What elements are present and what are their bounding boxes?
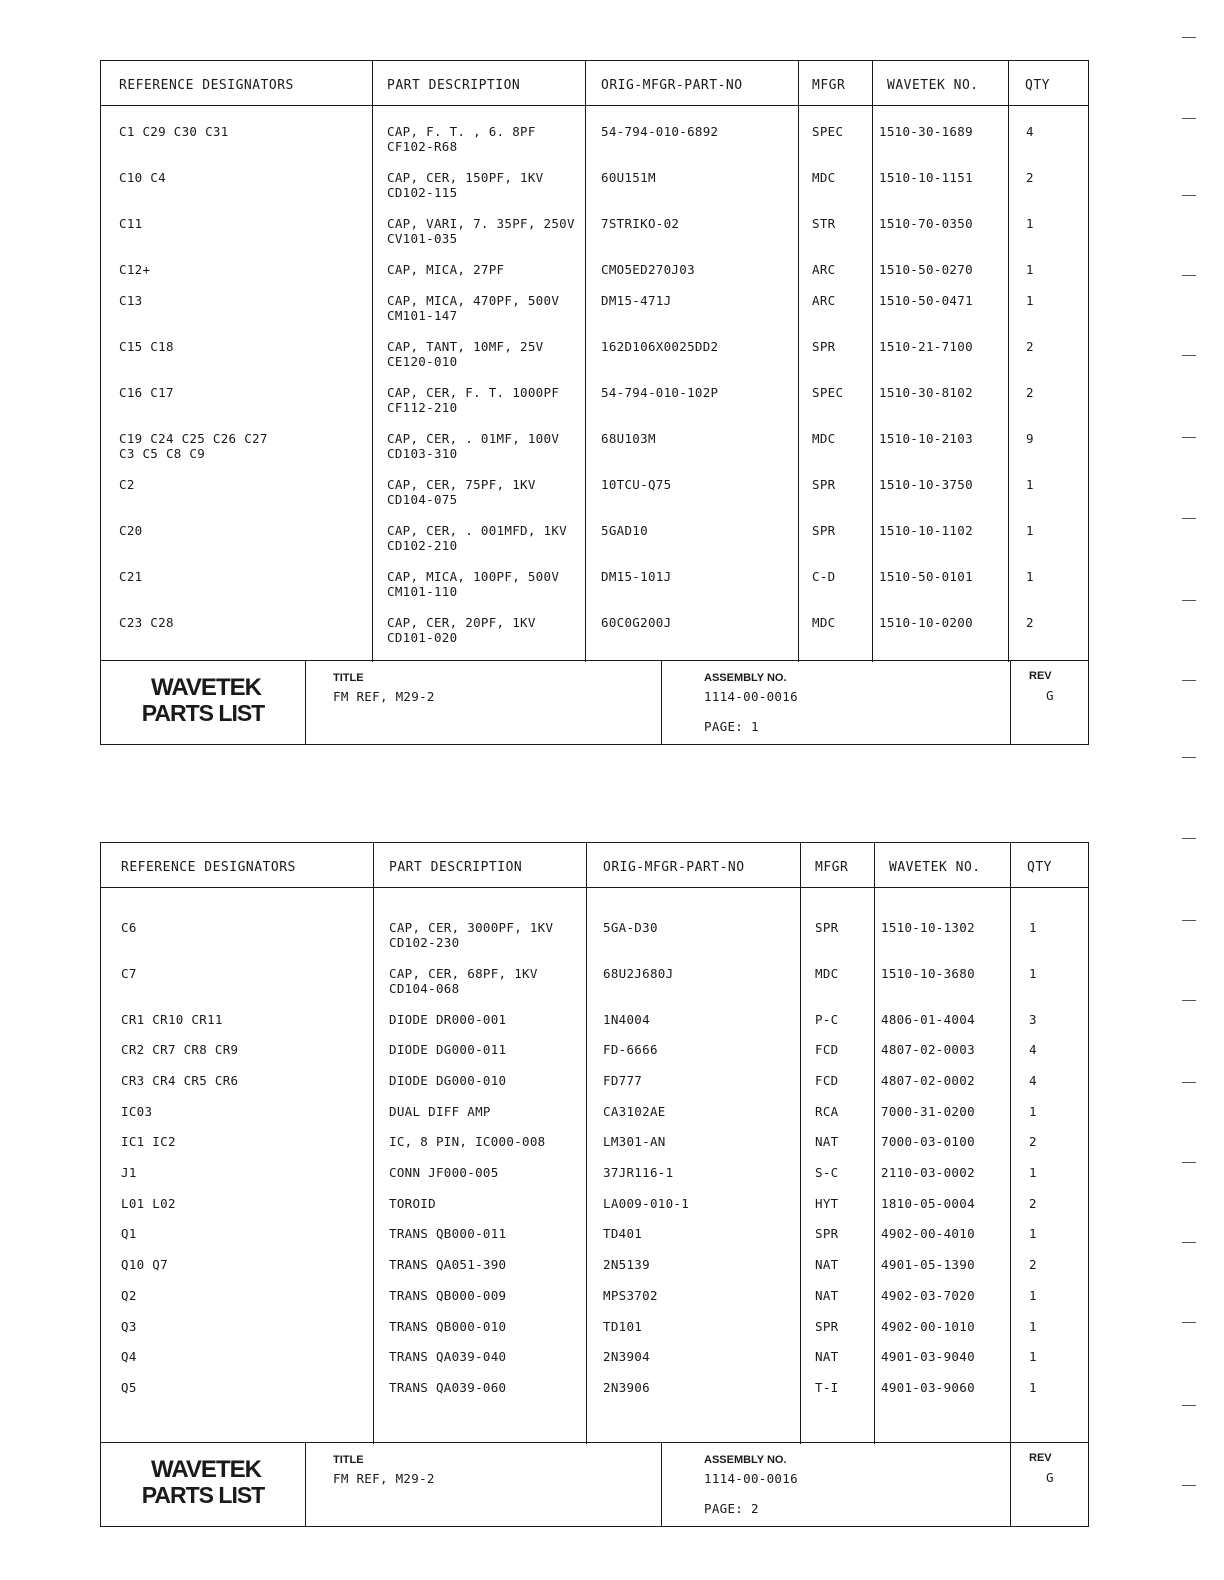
header-wavetek-no: WAVETEK NO. [887, 78, 979, 93]
wavetek-logo-mark [131, 1454, 281, 1482]
part-description-cell: TRANS QB000-009 [389, 1288, 507, 1303]
parts-list-sheet-page-1 [100, 60, 1089, 745]
orig-mfgr-part-no-cell: CA3102AE [603, 1104, 666, 1119]
part-description-cell: CAP, CER, 68PF, 1KV CD104-068 [389, 966, 538, 996]
qty-cell: 1 [1026, 262, 1034, 277]
assembly-no-label: ASSEMBLY NO. [704, 1454, 787, 1466]
assembly-no-value: 1114-00-0016 [704, 1471, 798, 1486]
part-description-cell: CAP, CER, 150PF, 1KV CD102-115 [387, 170, 544, 200]
reference-designators-cell: L01 L02 [121, 1196, 176, 1211]
wavetek-no-cell: 1510-30-8102 [879, 385, 973, 400]
orig-mfgr-part-no-cell: 2N5139 [603, 1257, 650, 1272]
parts-list-sheet-page-2 [100, 842, 1089, 1527]
mfgr-cell: SPR [815, 1319, 839, 1334]
reference-designators-cell: CR3 CR4 CR5 CR6 [121, 1073, 239, 1088]
qty-cell: 1 [1029, 966, 1037, 981]
rev-value: G [1046, 1470, 1054, 1485]
header-qty: QTY [1027, 860, 1052, 875]
mfgr-cell: T-I [815, 1380, 839, 1395]
margin-mark [1182, 920, 1196, 921]
part-description-cell: DIODE DR000-001 [389, 1012, 507, 1027]
part-description-cell: TRANS QB000-011 [389, 1226, 507, 1241]
qty-cell: 2 [1029, 1134, 1037, 1149]
reference-designators-cell: J1 [121, 1165, 137, 1180]
qty-cell: 1 [1026, 477, 1034, 492]
qty-cell: 1 [1029, 1288, 1037, 1303]
wavetek-no-cell: 1510-10-1102 [879, 523, 973, 538]
mfgr-cell: NAT [815, 1257, 839, 1272]
reference-designators-cell: C6 [121, 920, 137, 935]
part-description-cell: CAP, CER, F. T. 1000PF CF112-210 [387, 385, 560, 415]
wavetek-no-cell: 1510-10-1151 [879, 170, 973, 185]
mfgr-cell: SPEC [812, 385, 844, 400]
part-description-cell: DIODE DG000-011 [389, 1042, 507, 1057]
part-description-cell: TRANS QA051-390 [389, 1257, 507, 1272]
title-label: TITLE [333, 672, 364, 684]
qty-cell: 1 [1029, 1319, 1037, 1334]
header-mfgr: MFGR [812, 78, 846, 93]
orig-mfgr-part-no-cell: DM15-101J [601, 569, 672, 584]
reference-designators-cell: C16 C17 [119, 385, 174, 400]
reference-designators-cell: C21 [119, 569, 143, 584]
title-block [101, 660, 1088, 744]
orig-mfgr-part-no-cell: MPS3702 [603, 1288, 658, 1303]
orig-mfgr-part-no-cell: TD101 [603, 1319, 643, 1334]
wavetek-no-cell: 7000-31-0200 [881, 1104, 975, 1119]
mfgr-cell: P-C [815, 1012, 839, 1027]
qty-cell: 1 [1029, 920, 1037, 935]
wavetek-no-cell: 1510-30-1689 [879, 124, 973, 139]
title-block-divider [661, 1442, 662, 1526]
reference-designators-cell: Q3 [121, 1319, 137, 1334]
wavetek-no-cell: 4901-05-1390 [881, 1257, 975, 1272]
reference-designators-cell: CR2 CR7 CR8 CR9 [121, 1042, 239, 1057]
reference-designators-cell: C2 [119, 477, 135, 492]
orig-mfgr-part-no-cell: 2N3906 [603, 1380, 650, 1395]
header-part-description: PART DESCRIPTION [387, 78, 521, 93]
qty-cell: 1 [1029, 1226, 1037, 1241]
title-value: FM REF, M29-2 [333, 1471, 435, 1486]
orig-mfgr-part-no-cell: FD-6666 [603, 1042, 658, 1057]
part-description-cell: TRANS QB000-010 [389, 1319, 507, 1334]
orig-mfgr-part-no-cell: DM15-471J [601, 293, 672, 308]
mfgr-cell: MDC [812, 170, 836, 185]
qty-cell: 2 [1029, 1257, 1037, 1272]
orig-mfgr-part-no-cell: 1N4004 [603, 1012, 650, 1027]
page-number: PAGE: 1 [704, 719, 759, 734]
part-description-cell: CAP, TANT, 10MF, 25V CE120-010 [387, 339, 544, 369]
mfgr-cell: HYT [815, 1196, 839, 1211]
wavetek-no-cell: 1510-10-3750 [879, 477, 973, 492]
margin-mark [1182, 275, 1196, 276]
wavetek-no-cell: 4902-03-7020 [881, 1288, 975, 1303]
part-description-cell: CAP, MICA, 470PF, 500V CM101-147 [387, 293, 560, 323]
part-description-cell: CAP, MICA, 100PF, 500V CM101-110 [387, 569, 560, 599]
margin-mark [1182, 1000, 1196, 1001]
reference-designators-cell: C12+ [119, 262, 151, 277]
part-description-cell: CAP, F. T. , 6. 8PF CF102-R68 [387, 124, 536, 154]
margin-mark [1182, 118, 1196, 119]
title-block-divider [305, 660, 306, 744]
wavetek-no-cell: 4902-00-1010 [881, 1319, 975, 1334]
wavetek-no-cell: 2110-03-0002 [881, 1165, 975, 1180]
reference-designators-cell: Q10 Q7 [121, 1257, 168, 1272]
wavetek-no-cell: 1510-50-0270 [879, 262, 973, 277]
qty-cell: 1 [1026, 523, 1034, 538]
orig-mfgr-part-no-cell: 5GAD10 [601, 523, 648, 538]
rev-label: REV [1029, 670, 1052, 682]
qty-cell: 4 [1029, 1073, 1037, 1088]
column-divider [372, 61, 373, 662]
part-description-cell: CONN JF000-005 [389, 1165, 499, 1180]
wavetek-no-cell: 4902-00-4010 [881, 1226, 975, 1241]
mfgr-cell: MDC [812, 431, 836, 446]
qty-cell: 9 [1026, 431, 1034, 446]
wavetek-logo-text: WAVETEK [151, 1456, 261, 1482]
part-description-cell: TOROID [389, 1196, 436, 1211]
mfgr-cell: RCA [815, 1104, 839, 1119]
header-divider [101, 105, 1088, 106]
reference-designators-cell: C10 C4 [119, 170, 166, 185]
qty-cell: 1 [1029, 1349, 1037, 1364]
mfgr-cell: ARC [812, 293, 836, 308]
mfgr-cell: FCD [815, 1073, 839, 1088]
reference-designators-cell: IC1 IC2 [121, 1134, 176, 1149]
qty-cell: 2 [1026, 339, 1034, 354]
part-description-cell: CAP, CER, 3000PF, 1KV CD102-230 [389, 920, 554, 950]
qty-cell: 4 [1029, 1042, 1037, 1057]
mfgr-cell: SPR [812, 477, 836, 492]
column-divider [373, 843, 374, 1444]
mfgr-cell: FCD [815, 1042, 839, 1057]
reference-designators-cell: C11 [119, 216, 143, 231]
reference-designators-cell: Q2 [121, 1288, 137, 1303]
margin-mark [1182, 518, 1196, 519]
header-divider [101, 887, 1088, 888]
orig-mfgr-part-no-cell: 60C0G200J [601, 615, 672, 630]
part-description-cell: CAP, CER, 20PF, 1KV CD101-020 [387, 615, 536, 645]
reference-designators-cell: C20 [119, 523, 143, 538]
qty-cell: 4 [1026, 124, 1034, 139]
margin-mark [1182, 1485, 1196, 1486]
orig-mfgr-part-no-cell: 162D106X0025DD2 [601, 339, 719, 354]
margin-mark [1182, 437, 1196, 438]
mfgr-cell: C-D [812, 569, 836, 584]
header-part-description: PART DESCRIPTION [389, 860, 523, 875]
margin-mark [1182, 355, 1196, 356]
title-block-divider [305, 1442, 306, 1526]
title-block-divider [1010, 660, 1011, 744]
wavetek-no-cell: 4807-02-0002 [881, 1073, 975, 1088]
wavetek-no-cell: 1510-70-0350 [879, 216, 973, 231]
orig-mfgr-part-no-cell: 54-794-010-6892 [601, 124, 719, 139]
mfgr-cell: ARC [812, 262, 836, 277]
orig-mfgr-part-no-cell: LA009-010-1 [603, 1196, 690, 1211]
column-divider [872, 61, 873, 662]
reference-designators-cell: C23 C28 [119, 615, 174, 630]
mfgr-cell: S-C [815, 1165, 839, 1180]
mfgr-cell: SPR [812, 339, 836, 354]
reference-designators-cell: CR1 CR10 CR11 [121, 1012, 223, 1027]
part-description-cell: CAP, CER, . 001MFD, 1KV CD102-210 [387, 523, 567, 553]
mfgr-cell: SPR [815, 920, 839, 935]
title-block [101, 1442, 1088, 1526]
margin-mark [1182, 1322, 1196, 1323]
header-mfgr: MFGR [815, 860, 849, 875]
orig-mfgr-part-no-cell: 5GA-D30 [603, 920, 658, 935]
wavetek-logo-mark [131, 672, 281, 700]
margin-mark [1182, 757, 1196, 758]
part-description-cell: CAP, CER, 75PF, 1KV CD104-075 [387, 477, 536, 507]
orig-mfgr-part-no-cell: 37JR116-1 [603, 1165, 674, 1180]
mfgr-cell: MDC [812, 615, 836, 630]
wavetek-no-cell: 4807-02-0003 [881, 1042, 975, 1057]
qty-cell: 2 [1029, 1196, 1037, 1211]
part-description-cell: TRANS QA039-060 [389, 1380, 507, 1395]
mfgr-cell: NAT [815, 1134, 839, 1149]
wavetek-no-cell: 1510-10-2103 [879, 431, 973, 446]
qty-cell: 2 [1026, 615, 1034, 630]
header-wavetek-no: WAVETEK NO. [889, 860, 981, 875]
title-value: FM REF, M29-2 [333, 689, 435, 704]
wavetek-no-cell: 4901-03-9040 [881, 1349, 975, 1364]
header-orig-mfgr-part-no: ORIG-MFGR-PART-NO [603, 860, 745, 875]
qty-cell: 1 [1029, 1165, 1037, 1180]
margin-mark [1182, 600, 1196, 601]
header-orig-mfgr-part-no: ORIG-MFGR-PART-NO [601, 78, 743, 93]
margin-mark [1182, 1082, 1196, 1083]
margin-mark [1182, 838, 1196, 839]
rev-value: G [1046, 688, 1054, 703]
parts-list-heading: PARTS LIST [141, 700, 265, 726]
reference-designators-cell: Q5 [121, 1380, 137, 1395]
part-description-cell: DIODE DG000-010 [389, 1073, 507, 1088]
mfgr-cell: SPEC [812, 124, 844, 139]
qty-cell: 1 [1026, 293, 1034, 308]
wavetek-no-cell: 1510-50-0471 [879, 293, 973, 308]
header-qty: QTY [1025, 78, 1050, 93]
mfgr-cell: NAT [815, 1349, 839, 1364]
orig-mfgr-part-no-cell: CMO5ED270J03 [601, 262, 695, 277]
orig-mfgr-part-no-cell: 10TCU-Q75 [601, 477, 672, 492]
qty-cell: 1 [1029, 1380, 1037, 1395]
wavetek-logo [101, 1442, 305, 1526]
assembly-no-value: 1114-00-0016 [704, 689, 798, 704]
margin-mark [1182, 1242, 1196, 1243]
mfgr-cell: MDC [815, 966, 839, 981]
orig-mfgr-part-no-cell: LM301-AN [603, 1134, 666, 1149]
reference-designators-cell: IC03 [121, 1104, 153, 1119]
part-description-cell: TRANS QA039-040 [389, 1349, 507, 1364]
wavetek-no-cell: 1810-05-0004 [881, 1196, 975, 1211]
mfgr-cell: STR [812, 216, 836, 231]
title-block-divider [1010, 1442, 1011, 1526]
part-description-cell: IC, 8 PIN, IC000-008 [389, 1134, 546, 1149]
part-description-cell: CAP, VARI, 7. 35PF, 250V CV101-035 [387, 216, 575, 246]
wavetek-no-cell: 1510-10-0200 [879, 615, 973, 630]
wavetek-no-cell: 1510-10-3680 [881, 966, 975, 981]
mfgr-cell: SPR [812, 523, 836, 538]
part-description-cell: CAP, MICA, 27PF [387, 262, 505, 277]
title-label: TITLE [333, 1454, 364, 1466]
orig-mfgr-part-no-cell: 60U151M [601, 170, 656, 185]
orig-mfgr-part-no-cell: 7STRIKO-02 [601, 216, 680, 231]
wavetek-no-cell: 7000-03-0100 [881, 1134, 975, 1149]
part-description-cell: DUAL DIFF AMP [389, 1104, 491, 1119]
reference-designators-cell: C19 C24 C25 C26 C27 C3 C5 C8 C9 [119, 431, 268, 461]
margin-mark [1182, 1405, 1196, 1406]
margin-mark [1182, 37, 1196, 38]
rev-label: REV [1029, 1452, 1052, 1464]
reference-designators-cell: Q4 [121, 1349, 137, 1364]
part-description-cell: CAP, CER, . 01MF, 100V CD103-310 [387, 431, 560, 461]
mfgr-cell: NAT [815, 1288, 839, 1303]
wavetek-no-cell: 4806-01-4004 [881, 1012, 975, 1027]
wavetek-logo-text: WAVETEK [151, 674, 261, 700]
page-number: PAGE: 2 [704, 1501, 759, 1516]
orig-mfgr-part-no-cell: FD777 [603, 1073, 643, 1088]
qty-cell: 2 [1026, 170, 1034, 185]
header-reference-designators: REFERENCE DESIGNATORS [121, 860, 296, 875]
orig-mfgr-part-no-cell: 54-794-010-102P [601, 385, 719, 400]
assembly-no-label: ASSEMBLY NO. [704, 672, 787, 684]
orig-mfgr-part-no-cell: 2N3904 [603, 1349, 650, 1364]
orig-mfgr-part-no-cell: 68U103M [601, 431, 656, 446]
wavetek-no-cell: 1510-50-0101 [879, 569, 973, 584]
margin-mark [1182, 1162, 1196, 1163]
orig-mfgr-part-no-cell: TD401 [603, 1226, 643, 1241]
header-reference-designators: REFERENCE DESIGNATORS [119, 78, 294, 93]
reference-designators-cell: C15 C18 [119, 339, 174, 354]
reference-designators-cell: C1 C29 C30 C31 [119, 124, 229, 139]
title-block-divider [661, 660, 662, 744]
qty-cell: 3 [1029, 1012, 1037, 1027]
parts-list-heading: PARTS LIST [141, 1482, 265, 1508]
qty-cell: 1 [1029, 1104, 1037, 1119]
wavetek-no-cell: 1510-10-1302 [881, 920, 975, 935]
margin-mark [1182, 680, 1196, 681]
reference-designators-cell: Q1 [121, 1226, 137, 1241]
margin-mark [1182, 195, 1196, 196]
qty-cell: 2 [1026, 385, 1034, 400]
qty-cell: 1 [1026, 569, 1034, 584]
reference-designators-cell: C13 [119, 293, 143, 308]
qty-cell: 1 [1026, 216, 1034, 231]
orig-mfgr-part-no-cell: 68U2J680J [603, 966, 674, 981]
mfgr-cell: SPR [815, 1226, 839, 1241]
reference-designators-cell: C7 [121, 966, 137, 981]
wavetek-no-cell: 1510-21-7100 [879, 339, 973, 354]
wavetek-no-cell: 4901-03-9060 [881, 1380, 975, 1395]
wavetek-logo [101, 660, 305, 744]
